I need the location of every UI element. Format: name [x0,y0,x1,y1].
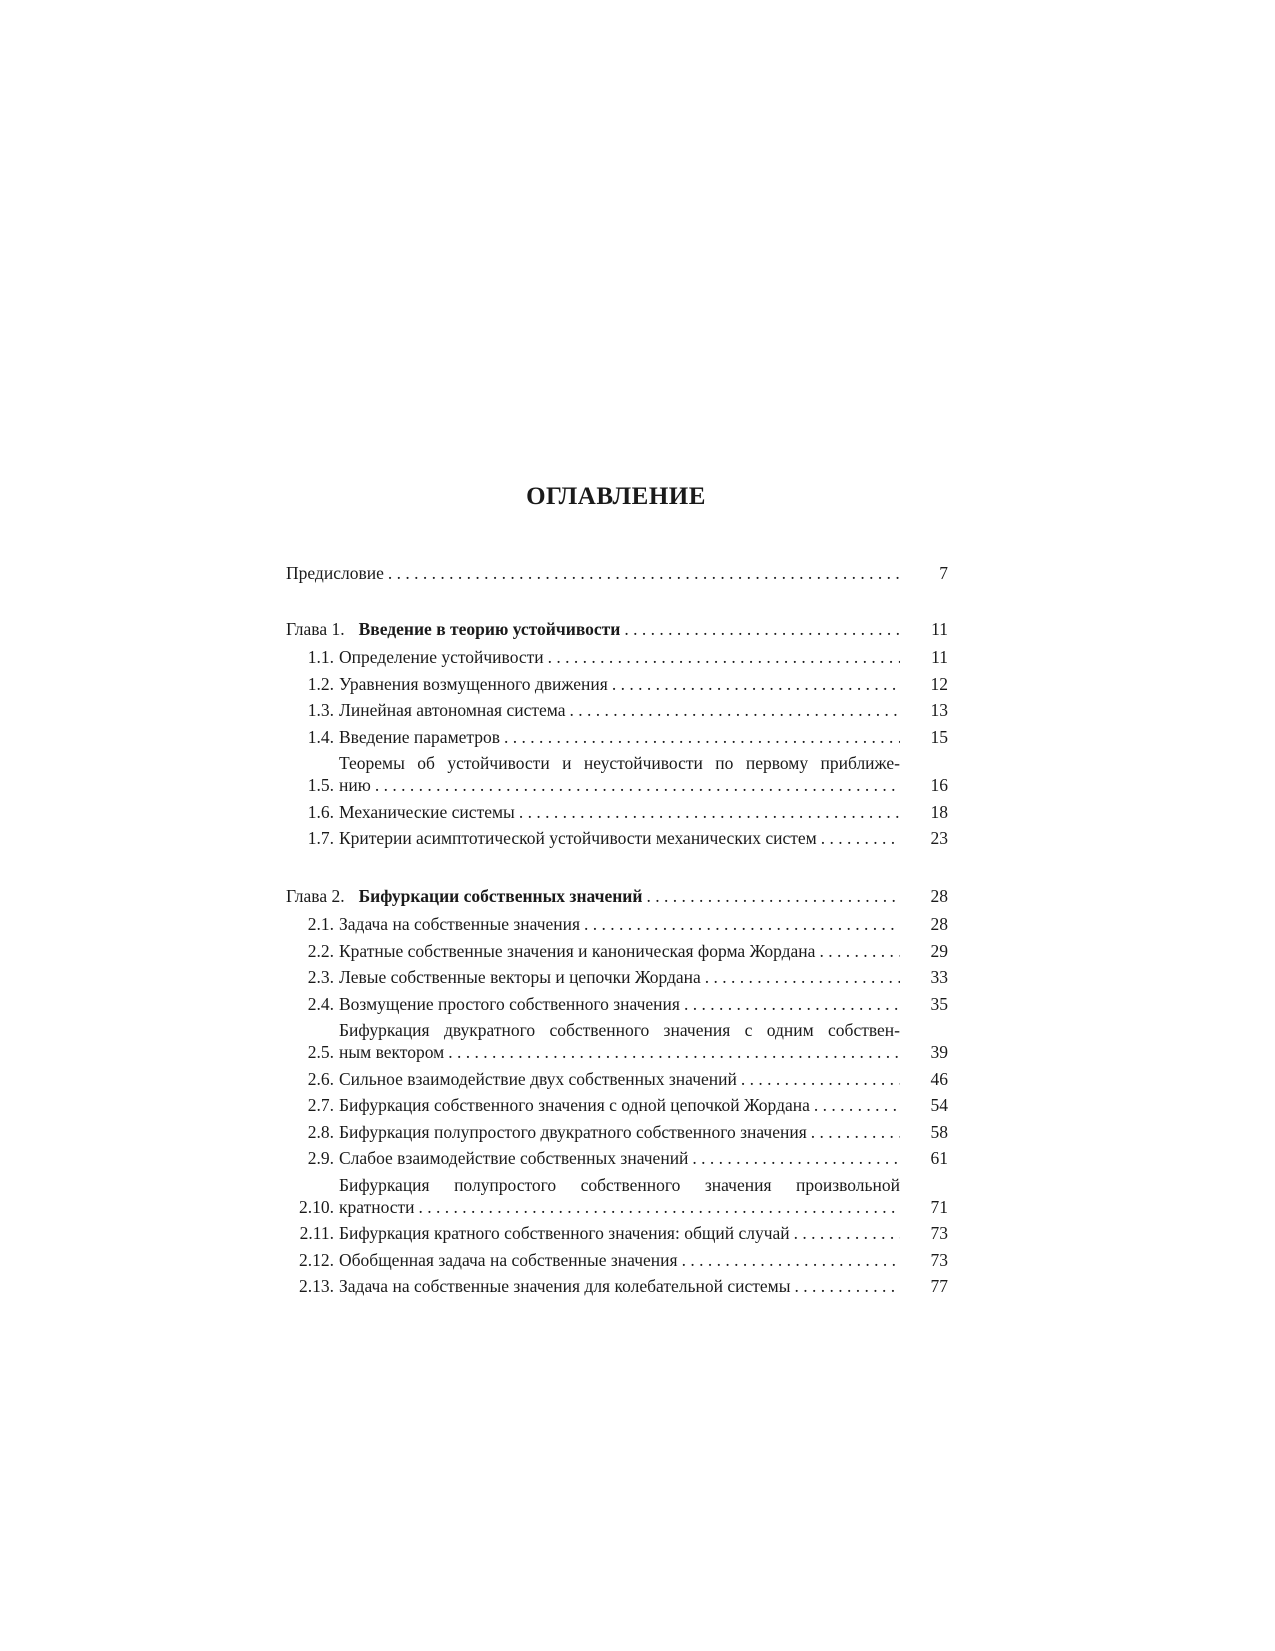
dot-leader [684,993,900,1015]
section-number: 2.9. [307,1148,334,1168]
toc-entry-body [286,885,900,907]
toc-entry-body [339,1121,900,1143]
section-title: ным вектором [339,1042,445,1062]
toc-entry-section[interactable] [286,966,948,988]
toc-entry-section[interactable] [286,726,948,748]
dot-leader [821,827,900,849]
toc-entry-body [339,1275,900,1297]
section-title: Критерии асимптотической устойчивости механических систем [339,828,817,848]
toc-page-number: 71 [930,1196,948,1217]
section-number: 2.2. [307,940,334,961]
toc-entry-section[interactable] [286,1147,948,1169]
section-number: 2.8. [307,1121,334,1142]
section-number: 1.7. [307,828,334,848]
toc-page-number: 77 [930,1276,948,1296]
toc-entry-body [339,1019,900,1063]
toc-page-number: 16 [930,775,948,795]
toc-entry-body [339,752,900,796]
section-title: Линейная автономная система [339,700,566,720]
toc-page-number: 12 [930,673,948,694]
dot-leader [388,562,900,584]
section-number: 1.3. [307,700,334,720]
toc-entry-section[interactable] [286,752,948,796]
toc-entry-body [339,1094,900,1116]
dot-leader [811,1121,900,1143]
dot-leader [519,801,900,823]
section-title: Бифуркация собственного значения с одной цепочкой Жордана [339,1095,810,1115]
chapter-label: Глава 1. [286,619,345,639]
section-number: 1.2. [307,673,334,694]
toc-page-number: 11 [931,619,948,639]
dot-leader [794,1222,900,1244]
section-number: 2.10. [299,1196,334,1217]
dot-leader [692,1147,900,1169]
dot-leader [794,1275,900,1297]
toc-page-number: 61 [930,1148,948,1168]
section-number: 2.5. [307,1042,334,1062]
dot-leader [741,1068,900,1090]
section-title-line: Теоремы об устойчивости и неустойчивости по первому приближе- [339,753,900,773]
section-number: 2.1. [307,914,334,934]
section-title: Механические системы [339,801,515,822]
toc-page-number: 73 [930,1249,948,1270]
section-title: Слабое взаимодействие собственных значений [339,1148,689,1168]
section-number: 2.12. [299,1249,334,1270]
toc-entry-body [339,699,900,721]
dot-leader [375,774,900,796]
dot-leader [504,726,900,748]
toc-page-number: 39 [930,1042,948,1062]
section-title: Возмущение простого собственного значения [339,993,680,1014]
section-title: Задача на собственные значения [339,914,581,934]
toc-entry-body [339,801,900,823]
toc-page-number: 7 [939,563,948,583]
toc-page-number: 18 [930,801,948,822]
toc-page-number: 46 [930,1068,948,1089]
section-title-line: Бифуркация полупростого собственного значения произвольной [339,1174,900,1195]
section-title: Сильное взаимодействие двух собственных значений [339,1068,737,1089]
toc-page-number: 11 [931,647,948,667]
dot-leader [584,913,900,935]
toc-page-number: 23 [930,828,948,848]
section-title: нию [339,775,371,795]
chapter-label: Глава 2. [286,886,345,906]
section-title: Введение параметров [339,726,501,747]
toc-entry-section[interactable] [286,1121,948,1143]
toc-page-number: 13 [930,700,948,720]
section-title-line: Бифуркация двукратного собственного значения с одним собствен- [339,1020,900,1040]
section-title: Кратные собственные значения и каноническая форма Жордана [339,940,816,961]
toc-entry-preface[interactable] [286,562,948,584]
section-title: Задача на собственные значения для колебательной системы [339,1276,791,1296]
toc-entry-title: Предисловие [286,563,384,583]
toc-entry-body [339,1174,900,1218]
section-number: 2.13. [299,1276,334,1296]
toc-entry-body [339,673,900,695]
toc-entry-section[interactable] [286,940,948,962]
section-number: 2.4. [307,993,334,1014]
toc-page-number: 73 [930,1223,948,1243]
section-title: Обобщенная задача на собственные значения [339,1249,678,1270]
section-title: Бифуркация кратного собственного значения: общий случай [339,1223,790,1243]
toc-entry-section[interactable] [286,913,948,935]
dot-leader [646,885,900,907]
section-number: 1.6. [307,801,334,822]
section-title: Определение устойчивости [339,647,544,667]
toc-entry-body [339,993,900,1015]
page-title: ОГЛАВЛЕНИЕ [526,483,706,510]
toc-page-number: 28 [930,914,948,934]
dot-leader [570,699,900,721]
section-number: 2.3. [307,967,334,987]
section-title: кратности [339,1196,415,1217]
section-title: Левые собственные векторы и цепочки Жордана [339,967,701,987]
dot-leader [682,1249,900,1271]
toc-page-number: 15 [930,726,948,747]
toc-entry-section[interactable] [286,827,948,849]
toc-entry-section[interactable] [286,801,948,823]
dot-leader [419,1196,900,1218]
toc-entry-chapter-1[interactable] [286,618,948,640]
toc-entry-section[interactable] [286,1174,948,1218]
toc-entry-body [339,940,900,962]
toc-entry-section[interactable] [286,1249,948,1271]
table-of-contents [286,562,948,1302]
section-number: 2.7. [307,1095,334,1115]
toc-entry-section[interactable] [286,1068,948,1090]
section-number: 1.5. [307,775,334,795]
toc-entry-section[interactable] [286,1222,948,1244]
section-number: 1.1. [307,647,334,667]
section-title: Бифуркация полупростого двукратного собственного значения [339,1121,807,1142]
toc-entry-body [339,646,900,668]
dot-leader [624,618,900,640]
toc-entry-section[interactable] [286,1019,948,1063]
toc-page-number: 54 [930,1095,948,1115]
dot-leader [819,940,900,962]
toc-entry-body [286,618,900,640]
toc-entry-body [286,562,900,584]
chapter-title: Бифуркации собственных значений [358,886,643,906]
toc-entry-chapter-2[interactable] [286,885,948,907]
toc-page-number: 35 [930,993,948,1014]
toc-entry-section[interactable] [286,1094,948,1116]
toc-entry-body [339,1249,900,1271]
section-number: 2.6. [307,1068,334,1089]
toc-page-number: 28 [930,886,948,906]
toc-entry-body [339,1147,900,1169]
toc-entry-body [339,1222,900,1244]
toc-page-number: 33 [930,967,948,987]
section-number: 2.11. [299,1223,334,1243]
toc-entry-body [339,827,900,849]
toc-page-number: 29 [930,940,948,961]
toc-page-number: 58 [930,1121,948,1142]
toc-entry-section[interactable] [286,646,948,668]
dot-leader [448,1041,900,1063]
chapter-title: Введение в теорию устойчивости [358,619,621,639]
toc-entry-body [339,913,900,935]
toc-entry-section[interactable] [286,699,948,721]
section-number: 1.4. [307,726,334,747]
section-title: Уравнения возмущенного движения [339,673,608,694]
toc-entry-body [339,966,900,988]
toc-entry-body [339,1068,900,1090]
dot-leader [612,673,900,695]
toc-entry-body [339,726,900,748]
toc-entry-section[interactable] [286,1275,948,1297]
dot-leader [814,1094,900,1116]
dot-leader [548,646,900,668]
toc-entry-section[interactable] [286,993,948,1015]
dot-leader [705,966,900,988]
toc-entry-section[interactable] [286,673,948,695]
